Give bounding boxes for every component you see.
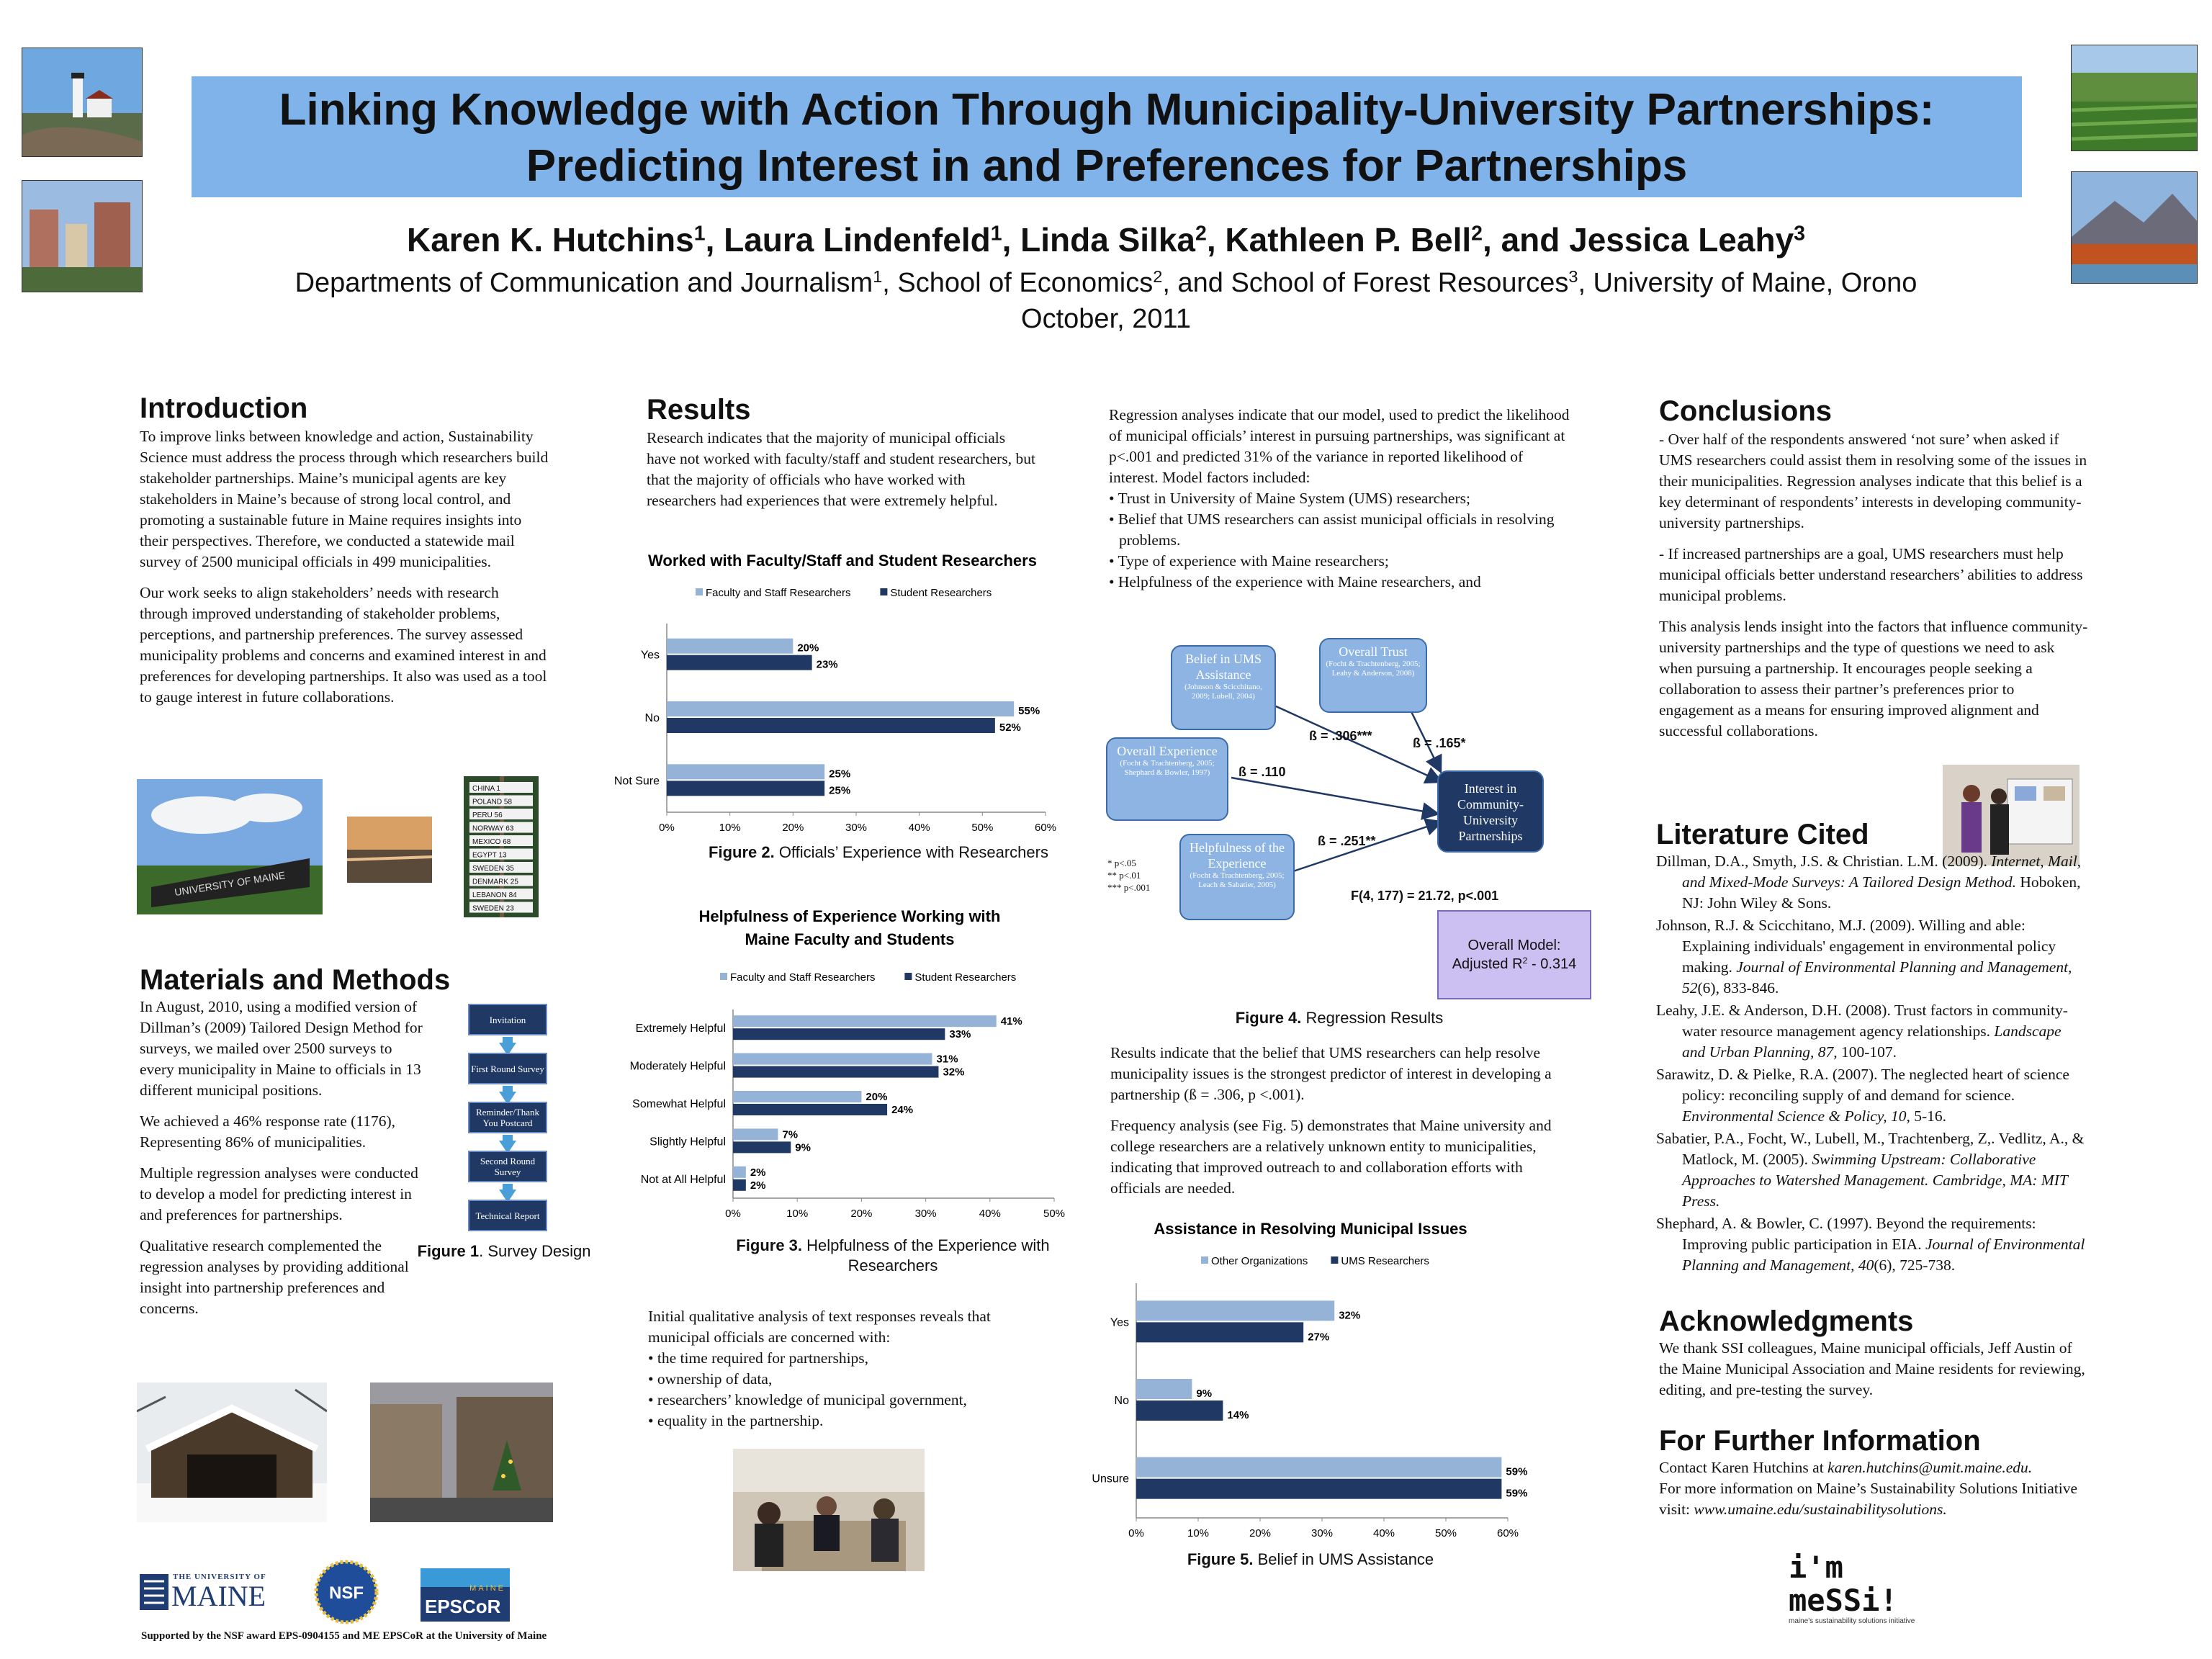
node-citation: (Focht & Trachtenberg, 2005; Shephard & Bowler, 1997) xyxy=(1120,759,1215,777)
bar xyxy=(1136,1479,1501,1499)
reference-source: Environmental Science & Policy, 10, xyxy=(1682,1107,1910,1125)
results-intro: Research indicates that the majority of municipal officials have not worked with faculty/staff and student researchers, but that the majority of officials who have worked with researchers had experiences that were extremely helpful. xyxy=(647,429,1035,509)
x-tick-label: 0% xyxy=(659,822,675,834)
messi-logo xyxy=(1789,1550,1933,1625)
author-name: Laura Lindenfeld xyxy=(724,221,991,258)
legend-label: Faculty and Staff Researchers xyxy=(730,971,876,984)
x-tick-label: 60% xyxy=(1034,822,1057,834)
node-belief-ums-assistance xyxy=(1171,645,1276,730)
category-label: Yes xyxy=(1110,1316,1129,1329)
reference-list xyxy=(1656,851,2088,1277)
data-label: 2% xyxy=(750,1179,766,1192)
legend-swatch xyxy=(696,588,703,595)
reference-authors: Sarawitz, D. & Pielke, R.A. (2007). The neglected heart of science policy: reconciling supply of and demand for science. xyxy=(1656,1066,2069,1104)
further-info-heading: For Further Information xyxy=(1659,1425,1981,1457)
data-label: 9% xyxy=(795,1141,811,1154)
methods-paragraph: Qualitative research complemented the regression analyses by providing additional insight into partnership preferences and concerns. xyxy=(140,1237,409,1317)
category-label: Not at All Helpful xyxy=(640,1173,726,1186)
bar xyxy=(733,1091,861,1102)
reference-authors: Dillman, D.A., Smyth, J.S. & Christian. L.M. (2009). xyxy=(1656,853,1992,870)
regression-findings-paragraph: Frequency analysis (see Fig. 5) demonstrates that Maine university and college researchers are a relatively unknown entity to municipalities, indicating that improved outreach to and collaboration efforts with officials are needed. xyxy=(1110,1117,1552,1197)
bar xyxy=(733,1028,945,1040)
legend-label: Student Researchers xyxy=(890,587,992,599)
bar xyxy=(667,639,793,654)
signpost-label: DENMARK 25 xyxy=(472,878,518,886)
reference-details: (6), 725-738. xyxy=(1874,1256,1956,1274)
bar xyxy=(733,1104,887,1115)
data-label: 52% xyxy=(999,721,1021,734)
signpost-label: NORWAY 63 xyxy=(472,824,514,833)
bar xyxy=(733,1053,932,1065)
introduction-paragraph: To improve links between knowledge and action, Sustainability Science must address the process through which researchers build stakeholder partnerships. Maine’s municipal agents are key stakeholders in Maine’s because of strong local control, and promoting a sustainable future in Maine requires insights into their perspectives. Therefore, we conducted a statewide mail survey of 2500 municipal officials in 499 municipalities. xyxy=(140,428,549,570)
regression-findings xyxy=(1110,1043,1571,1209)
signpost-label: MEXICO 68 xyxy=(472,838,511,846)
legend-label: Faculty and Staff Researchers xyxy=(706,587,851,599)
figure2-label: Figure 2. xyxy=(709,843,775,861)
conclusions-text xyxy=(1659,429,2088,752)
significance-item: * p<.05 xyxy=(1107,858,1136,868)
legend-swatch xyxy=(880,588,887,595)
legend-swatch xyxy=(904,973,912,980)
figure3-caption-text: Helpfulness of the Experience with Researchers xyxy=(802,1236,1050,1274)
flow-step: Technical Report xyxy=(468,1200,547,1231)
bar xyxy=(1136,1322,1303,1342)
x-tick-label: 40% xyxy=(979,1208,1001,1220)
affiliation-number: 2 xyxy=(1153,267,1163,287)
category-label: No xyxy=(644,712,660,724)
qualitative-intro: Initial qualitative analysis of text responses reveals that municipal officials are concerned with: xyxy=(648,1308,991,1346)
regression-factor-list xyxy=(1109,488,1570,593)
significance-item: ** p<.01 xyxy=(1107,870,1141,881)
lighthouse-photo xyxy=(22,48,143,157)
maine-logo-text: MAINE xyxy=(171,1580,266,1612)
data-label: 24% xyxy=(891,1104,914,1116)
data-label: 32% xyxy=(1339,1309,1361,1322)
x-tick-label: 50% xyxy=(971,822,994,834)
x-tick-label: 20% xyxy=(1249,1527,1272,1539)
regression-findings-paragraph: Results indicate that the belief that UMS researchers can help resolve municipality issues is the strongest predictor of interest in developing a partnership (ß = .306, p <.001). xyxy=(1110,1044,1552,1103)
data-label: 7% xyxy=(782,1128,799,1141)
introduction-paragraph: Our work seeks to align stakeholders’ needs with research through improved understanding of stakeholder problems, perceptions, and partnership preferences. The survey assessed municipality problems and concerns and examined interest in and preferences for developing partnerships. It also was used as a tool to gauge interest in future collaborations. xyxy=(140,584,547,706)
x-tick-label: 30% xyxy=(914,1208,937,1220)
data-label: 59% xyxy=(1506,1465,1528,1478)
author-affil-number: 3 xyxy=(1794,222,1806,246)
significance-item: *** p<.001 xyxy=(1107,882,1151,893)
x-tick-label: 30% xyxy=(1310,1527,1334,1539)
city-photo xyxy=(22,180,143,292)
f-statistic: F(4, 177) = 21.72, p<.001 xyxy=(1351,889,1499,903)
epscor-logo xyxy=(421,1568,510,1622)
methods-text xyxy=(140,997,428,1329)
reference-details: 5-16. xyxy=(1910,1107,1947,1125)
concern-item: • ownership of data, xyxy=(648,1370,773,1388)
bar xyxy=(1136,1457,1501,1478)
author-separator: , xyxy=(1002,221,1021,258)
reference-source: Internet, Mail, and Mixed-Mode Surveys: A Tailored Design Method. xyxy=(1682,853,2082,891)
node-citation: (Focht & Trachtenberg, 2005; Leach & Sabatier, 2005) xyxy=(1190,871,1285,889)
poster-date: October, 2011 xyxy=(1021,304,1191,334)
chart-title: Helpfulness of Experience Working with xyxy=(698,907,1001,925)
reference-source: Journal of Environmental Planning and Management, 52 xyxy=(1682,958,2072,997)
x-tick-label: 10% xyxy=(719,822,741,834)
node-interest-partnerships xyxy=(1437,770,1544,853)
flow-step: Second Round Survey xyxy=(468,1151,547,1182)
figure1-caption xyxy=(403,1241,605,1262)
x-tick-label: 60% xyxy=(1496,1527,1519,1539)
chart-ums-assistance xyxy=(1080,1210,1541,1544)
category-label: Somewhat Helpful xyxy=(632,1098,726,1110)
node-title: Belief in UMS Assistance xyxy=(1185,652,1262,682)
bar xyxy=(667,655,812,670)
author-separator: , and xyxy=(1483,221,1570,258)
qualitative-text xyxy=(648,1306,1037,1431)
legend-label: Student Researchers xyxy=(914,971,1017,984)
data-label: 31% xyxy=(936,1053,958,1066)
author-affil-number: 1 xyxy=(693,222,706,246)
qualitative-list xyxy=(648,1348,1037,1431)
regression-text xyxy=(1109,405,1570,593)
maine-logo-small-text: THE UNIVERSITY OF xyxy=(173,1573,266,1581)
conclusions-paragraph: - If increased partnerships are a goal, UMS researchers must help municipal officials better understand researchers’ abilities to address municipal problems. xyxy=(1659,545,2083,604)
figure4-caption-text: Regression Results xyxy=(1301,1009,1444,1027)
reference-details: (6), 833-846. xyxy=(1697,979,1779,997)
category-label: Yes xyxy=(640,649,660,662)
contact-email[interactable]: karen.hutchins@umit.maine.edu. xyxy=(1827,1459,2033,1476)
data-label: 33% xyxy=(949,1028,971,1041)
introduction-heading: Introduction xyxy=(140,392,308,424)
data-label: 14% xyxy=(1227,1409,1249,1421)
node-title: Overall Experience xyxy=(1117,744,1218,758)
figure5-label: Figure 5. xyxy=(1187,1550,1254,1568)
concern-item: • equality in the partnership. xyxy=(648,1412,824,1429)
title-banner xyxy=(192,76,2022,197)
author-name: Jessica Leahy xyxy=(1569,221,1794,258)
model-factor-item: • Type of experience with Maine researchers; xyxy=(1109,552,1389,570)
affiliation-text: , University of Maine, Orono xyxy=(1578,268,1917,298)
bar xyxy=(667,718,995,733)
contact-line xyxy=(1659,1457,2091,1478)
contact-label: Contact Karen Hutchins at xyxy=(1659,1459,1828,1476)
x-tick-label: 50% xyxy=(1434,1527,1457,1539)
adjusted-r2-value: - 0.314 xyxy=(1527,956,1577,972)
meeting-photo xyxy=(733,1449,925,1571)
signpost-label: POLAND 58 xyxy=(472,798,513,806)
chart-title: Maine Faculty and Students xyxy=(745,930,955,948)
node-title: Helpfulness of the Experience xyxy=(1190,840,1285,871)
figure2-caption-text: Officials’ Experience with Researchers xyxy=(774,843,1048,861)
signpost-label: PERU 56 xyxy=(472,811,503,819)
affiliation-text: Departments of Communication and Journalism xyxy=(295,268,873,298)
reference-source: Landscape and Urban Planning, 87, xyxy=(1682,1022,2062,1061)
reference-item xyxy=(1656,851,2088,914)
figure5-caption-text: Belief in UMS Assistance xyxy=(1253,1550,1434,1568)
university-of-maine-logo xyxy=(138,1571,284,1614)
category-label: Slightly Helpful xyxy=(649,1136,726,1148)
node-citation: (Johnson & Scicchitano, 2009; Lubell, 2004) xyxy=(1184,683,1262,701)
reference-source: Journal of Environmental Planning and Management, 40 xyxy=(1682,1236,2085,1274)
node-title: Overall Trust xyxy=(1339,644,1408,659)
x-tick-label: 40% xyxy=(1372,1527,1395,1539)
legend-swatch xyxy=(720,973,727,980)
literature-heading: Literature Cited xyxy=(1656,819,1869,850)
methods-paragraph: In August, 2010, using a modified version of Dillman’s (2009) Tailored Design Method for surveys, we mailed over 2500 surveys to every municipality in Maine to officials in 13 different municipal positions. xyxy=(140,998,423,1099)
regression-intro: Regression analyses indicate that our model, used to predict the likelihood of municipal officials’ interest in pursuing partnerships, was significant at p<.001 and predicted 31% of the variance in reported likelihood of interest. Model factors included: xyxy=(1109,406,1570,486)
legend-swatch xyxy=(1201,1256,1208,1264)
ssi-label: For more information on Maine’s Sustainability Solutions Initiative visit: xyxy=(1659,1480,2078,1518)
x-tick-label: 30% xyxy=(845,822,868,834)
category-label: Moderately Helpful xyxy=(629,1060,726,1073)
conclusions-heading: Conclusions xyxy=(1659,395,1833,427)
farm-field-photo xyxy=(2071,45,2198,151)
node-citation: (Focht & Trachtenberg, 2005; Leahy & Anderson, 2008) xyxy=(1326,660,1421,678)
poster-session-photo xyxy=(1943,765,2080,866)
figure2-caption xyxy=(648,842,1109,863)
bar xyxy=(733,1141,791,1153)
reference-details: 100-107. xyxy=(1837,1043,1897,1061)
methods-paragraph: We achieved a 46% response rate (1176), Representing 86% of municipalities. xyxy=(140,1112,396,1151)
nsf-logo xyxy=(314,1560,379,1624)
flow-step: Reminder/Thank You Postcard xyxy=(468,1102,547,1133)
category-label: Extremely Helpful xyxy=(635,1022,726,1035)
bar xyxy=(1136,1401,1223,1421)
affiliation-number: 3 xyxy=(1568,267,1578,287)
adjusted-r2-label: Adjusted R xyxy=(1452,956,1523,972)
acknowledgments-heading: Acknowledgments xyxy=(1659,1305,1914,1337)
overall-model-label: Overall Model: xyxy=(1467,938,1561,953)
epscor-logo-text: EPSCoR xyxy=(425,1596,501,1617)
epscor-logo-top-text: MAINE xyxy=(469,1584,505,1593)
data-label: 20% xyxy=(866,1091,888,1103)
reference-item xyxy=(1656,915,2088,999)
author-affil-number: 2 xyxy=(1195,222,1207,246)
concern-item: • researchers’ knowledge of municipal government, xyxy=(648,1391,967,1408)
chart-worked-with-researchers xyxy=(605,544,1080,842)
further-info-text xyxy=(1659,1457,2091,1520)
author-affil-number: 1 xyxy=(990,222,1002,246)
data-label: 20% xyxy=(797,642,819,655)
beta-experience: ß = .110 xyxy=(1238,765,1286,779)
reference-item xyxy=(1656,1000,2088,1063)
x-tick-label: 20% xyxy=(850,1208,873,1220)
affiliation-line xyxy=(0,265,2212,301)
beta-trust: ß = .165* xyxy=(1413,736,1466,750)
acknowledgments-text: We thank SSI colleagues, Maine municipal officials, Jeff Austin of the Maine Municipal Association and Maine residents for reviewing, editing, and pre-testing the survey. xyxy=(1659,1339,2085,1398)
university-sign-photo xyxy=(137,779,323,914)
model-factor-item: • Trust in University of Maine System (UMS) researchers; xyxy=(1109,490,1470,507)
signpost-label: EGYPT 13 xyxy=(472,851,507,860)
figure3-caption xyxy=(706,1236,1080,1276)
affiliation-text: , School of Economics xyxy=(882,268,1154,298)
bar xyxy=(733,1128,778,1140)
figure5-caption xyxy=(1123,1550,1498,1570)
affiliation-number: 1 xyxy=(873,267,883,287)
beta-helpfulness: ß = .251** xyxy=(1318,834,1376,848)
author-name: Linda Silka xyxy=(1020,221,1195,258)
bar xyxy=(733,1066,938,1078)
x-tick-label: 10% xyxy=(1187,1527,1210,1539)
data-label: 25% xyxy=(829,768,851,781)
author-separator: , xyxy=(1206,221,1226,258)
data-label: 25% xyxy=(829,784,851,797)
bar xyxy=(1136,1300,1334,1321)
adjusted-r2-sup: 2 xyxy=(1522,956,1528,966)
reference-details: Hoboken, NJ: John Wiley & Sons. xyxy=(1682,873,2081,912)
data-label: 23% xyxy=(816,658,838,671)
chart-title: Assistance in Resolving Municipal Issues xyxy=(1154,1220,1467,1238)
node-title: Interest in Community-University Partnerships xyxy=(1457,781,1524,843)
node-overall-trust xyxy=(1319,638,1427,713)
bar xyxy=(667,764,824,779)
flow-step: Invitation xyxy=(468,1004,547,1035)
x-tick-label: 0% xyxy=(1128,1527,1144,1539)
river-sunset-photo xyxy=(347,817,432,883)
reference-authors: Sabatier, P.A., Focht, W., Lubell, M., Trachtenberg, Z,. Vedlitz, A., & Matlock, M. (2005). xyxy=(1656,1130,2085,1168)
covered-bridge-photo xyxy=(137,1382,327,1522)
node-overall-experience xyxy=(1106,737,1228,821)
author-list xyxy=(0,220,2212,259)
reference-item xyxy=(1656,1128,2088,1212)
category-label: No xyxy=(1114,1395,1129,1407)
messi-logo-subtext: maine's sustainability solutions initiative xyxy=(1789,1617,1915,1625)
adjusted-r2 xyxy=(1439,955,1590,974)
poster-title-line1: Linking Knowledge with Action Through Municipality-University Partnerships: xyxy=(279,85,1935,135)
author-name: Kathleen P. Bell xyxy=(1225,221,1472,258)
chart-helpfulness xyxy=(619,900,1080,1233)
legend-label: UMS Researchers xyxy=(1341,1255,1429,1267)
significance-legend xyxy=(1107,857,1150,894)
legend-swatch xyxy=(1331,1256,1338,1264)
x-tick-label: 50% xyxy=(1043,1208,1066,1220)
overall-model-box xyxy=(1437,910,1591,999)
signpost-label: SWEDEN 35 xyxy=(472,865,514,873)
figure3-label: Figure 3. xyxy=(736,1236,803,1254)
x-tick-label: 10% xyxy=(786,1208,809,1220)
figure4-caption xyxy=(1152,1008,1527,1028)
figure4-label: Figure 4. xyxy=(1235,1009,1302,1027)
methods-heading: Materials and Methods xyxy=(140,964,451,996)
conclusions-paragraph: This analysis lends insight into the factors that influence community-university partnerships and the type of questions we need to ask when pursuing a partnership. It encourages people seeking a collaboration to assess their partner’s preferences prior to engagement as a means for ensuring improved alignment and successful collaborations. xyxy=(1659,618,2088,739)
legend-label: Other Organizations xyxy=(1211,1255,1308,1267)
reference-authors: Johnson, R.J. & Scicchitano, M.J. (2009). Willing and able: Explaining individuals' engagement in environmental policy making. xyxy=(1656,917,2056,976)
beta-belief: ß = .306*** xyxy=(1309,729,1372,743)
ssi-line xyxy=(1659,1478,2091,1520)
category-label: Unsure xyxy=(1092,1473,1129,1485)
signpost-label: LEBANON 84 xyxy=(472,891,517,899)
model-factor-item: • Helpfulness of the experience with Maine researchers, and xyxy=(1109,573,1481,590)
flow-step: First Round Survey xyxy=(468,1053,547,1084)
reference-item xyxy=(1656,1064,2088,1127)
ssi-url[interactable]: www.umaine.edu/sustainabilitysolutions. xyxy=(1694,1501,1947,1518)
x-tick-label: 20% xyxy=(782,822,804,834)
affiliation-text: , and School of Forest Resources xyxy=(1162,268,1569,298)
data-label: 2% xyxy=(750,1166,766,1179)
reference-authors: Leahy, J.E. & Anderson, D.H. (2008). Trust factors in community-water resource management agency relationships. xyxy=(1656,1002,2068,1040)
poster-title-line2: Predicting Interest in and Preferences for Partnerships xyxy=(526,141,1688,191)
bar xyxy=(667,701,1014,716)
x-tick-label: 0% xyxy=(725,1208,741,1220)
bar xyxy=(1136,1379,1192,1399)
author-separator: , xyxy=(705,221,724,258)
mountain-autumn-photo xyxy=(2071,171,2198,284)
data-label: 41% xyxy=(1000,1015,1022,1028)
x-tick-label: 40% xyxy=(908,822,930,834)
figure1-caption-text: . Survey Design xyxy=(479,1242,591,1260)
introduction-text xyxy=(140,426,550,718)
methods-paragraph: Multiple regression analyses were conducted to develop a model for predicting interest in and preferences for partnerships. xyxy=(140,1164,418,1223)
bar xyxy=(733,1179,746,1191)
affiliations xyxy=(0,265,2212,337)
author-affil-number: 2 xyxy=(1471,222,1483,246)
category-label: Not Sure xyxy=(613,775,660,788)
data-label: 55% xyxy=(1018,705,1040,717)
data-label: 59% xyxy=(1506,1487,1528,1500)
nsf-logo-text: NSF xyxy=(329,1583,364,1603)
messi-logo-text: i'm meSSi! xyxy=(1789,1550,1898,1618)
figure1-label: Figure 1 xyxy=(417,1242,480,1260)
data-label: 27% xyxy=(1308,1331,1330,1344)
node-helpfulness-experience xyxy=(1179,834,1295,920)
conclusions-paragraph: - Over half of the respondents answered ‘not sure’ when asked if UMS researchers could assist them in resolving some of the issues in their municipalities. Regression analyses indicate that this belief is a key determinant of respondents’ interests in developing community-university partnerships. xyxy=(1659,431,2087,531)
reference-source: Swimming Upstream: Collaborative Approaches to Watershed Management. Cambridge, MA: MIT Press. xyxy=(1682,1151,2068,1210)
signpost-label: CHINA 1 xyxy=(472,785,500,793)
signpost-label: SWEDEN 23 xyxy=(472,904,514,913)
concern-item: • the time required for partnerships, xyxy=(648,1349,869,1367)
bar xyxy=(733,1015,997,1027)
bar xyxy=(667,781,824,796)
results-heading: Results xyxy=(647,394,751,426)
maine-shield-icon xyxy=(138,1571,170,1613)
main-street-photo xyxy=(370,1382,553,1522)
data-label: 32% xyxy=(943,1066,965,1079)
data-label: 9% xyxy=(1196,1388,1213,1400)
reference-authors: Shephard, A. & Bowler, C. (1997). Beyond the requirements: Improving public participation in EIA. xyxy=(1656,1215,2036,1253)
chart-title: Worked with Faculty/Staff and Student Researchers xyxy=(648,552,1037,570)
bar xyxy=(733,1166,746,1178)
support-note: Supported by the NSF award EPS-0904155 and ME EPSCoR at the University of Maine xyxy=(141,1630,547,1642)
model-factor-item: • Belief that UMS researchers can assist municipal officials in resolving problems. xyxy=(1109,511,1555,549)
reference-item xyxy=(1656,1213,2088,1276)
signpost-photo xyxy=(464,776,539,917)
author-name: Karen K. Hutchins xyxy=(406,221,694,258)
sign-text: UNIVERSITY OF MAINE xyxy=(174,869,287,899)
